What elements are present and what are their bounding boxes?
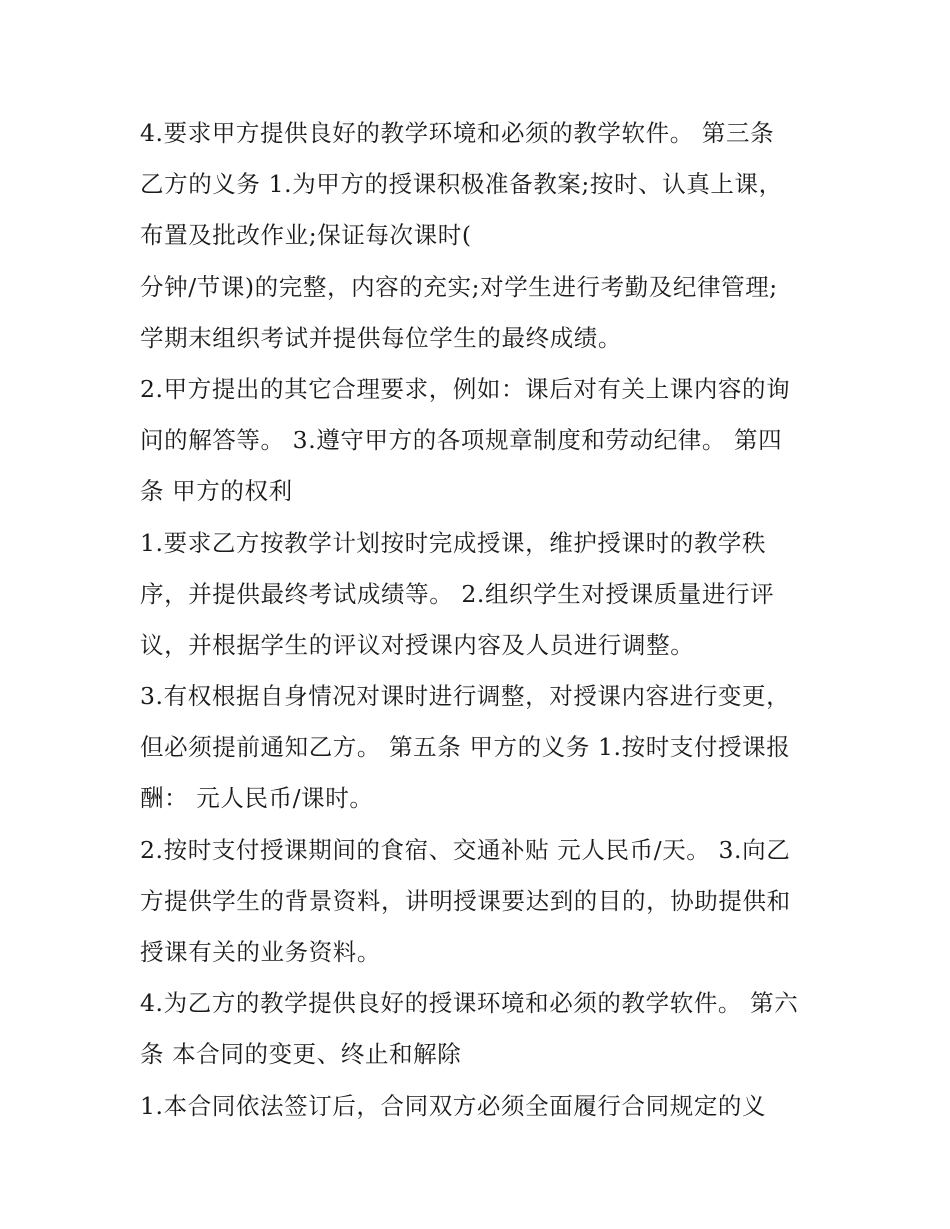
text-line: 酬： 元人民币/课时。 [140,784,374,813]
text-line: 3.有权根据自身情况对课时进行调整，对授课内容进行变更， [140,682,791,711]
text-line: 4.要求甲方提供良好的教学环境和必须的教学软件。 第三条 [140,119,775,147]
text-line: 分钟/节课)的完整，内容的充实;对学生进行考勤及纪律管理; [140,272,778,301]
text-line: 条 本合同的变更、终止和解除 [140,1040,462,1069]
text-line: 学期末组织考试并提供每位学生的最终成绩。 [140,323,622,352]
text-line: 问的解答等。 3.遵守甲方的各项规章制度和劳动纪律。 第四 [140,426,783,455]
text-line: 1.要求乙方按教学计划按时完成授课，维护授课时的教学秩 [140,528,767,557]
text-line: 乙方的义务 1.为甲方的授课积极准备教案;按时、认真上课， [140,170,783,199]
text-line: 条 甲方的权利 [140,477,293,506]
text-line: 2.按时支付授课期间的食宿、交通补贴 元人民币/天。 3.向乙 [140,835,791,864]
text-line: 授课有关的业务资料。 [140,938,381,966]
text-line: 1.本合同依法签订后，合同双方必须全面履行合同规定的义 [140,1091,767,1120]
text-line: 4.为乙方的教学提供良好的授课环境和必须的教学软件。 第六 [140,989,799,1018]
text-line: 布置及批改作业;保证每次课时( [140,221,472,250]
text-line: 方提供学生的背景资料，讲明授课要达到的目的，协助提供和 [140,886,791,915]
text-line: 议，并根据学生的评议对授课内容及人员进行调整。 [140,630,695,659]
text-line: 但必须提前通知乙方。 第五条 甲方的义务 1.按时支付授课报 [140,733,791,762]
text-line: 2.甲方提出的其它合理要求，例如：课后对有关上课内容的询 [140,374,791,403]
text-line: 序，并提供最终考试成绩等。 2.组织学生对授课质量进行评 [140,579,775,608]
contract-body-text [140,108,830,1132]
